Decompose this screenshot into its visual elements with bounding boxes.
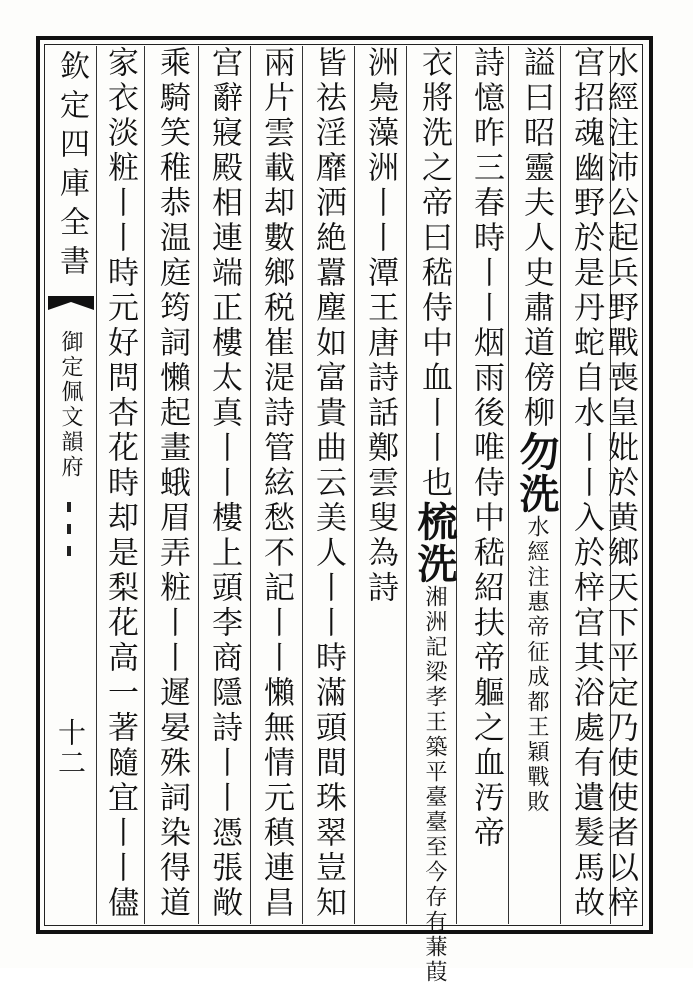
text-column: 兩片雲載却數鄉税崔湜詩管絃愁不記丨丨懶無情元稹連昌	[258, 46, 294, 921]
text-column: 宫招魂幽野於是丹蛇自水丨丨入於梓宫其浴處有遺髮馬故	[568, 46, 604, 921]
entry-heading: 梳洗	[411, 501, 458, 585]
text-column: 謚曰昭靈夫人史肅道傍柳勿洗水經注惠帝征成都王穎戰敗	[513, 46, 560, 815]
text-column: 皆祛淫靡洒絶囂塵如富貴曲云美人丨丨時滿頭間珠翠豈知	[310, 46, 346, 921]
column-rule	[354, 46, 355, 924]
folio-number: 十二	[54, 718, 87, 778]
entry-heading: 勿洗	[513, 431, 560, 515]
book-title: 御定佩文韻府	[58, 330, 83, 480]
text-column: 乘騎笑稚恭温庭筠詞懶起畫蛾眉弄粧丨丨遲晏殊詞染得道	[154, 46, 190, 921]
text-column: 水經注沛公起兵野戰喪皇妣於黄鄉天下平定乃使使者以梓	[602, 46, 638, 921]
text-column: 詩憶昨三春時丨丨烟雨後唯侍中嵇紹扶帝軀之血汚帝	[468, 46, 504, 851]
text-column: 宫辭寢殿相連端正樓太真丨丨樓上頭李商隱詩丨丨憑張敞	[206, 46, 242, 921]
text-column: 家衣淡粧丨丨時元好問杏花時却是梨花高一著隨宜丨丨儘	[102, 46, 138, 921]
column-rule	[406, 46, 407, 924]
column-rule	[508, 46, 509, 924]
text-column: 衣將洗之帝曰嵇侍中血丨丨也梳洗湘洲記梁孝王築平臺臺至今存有蒹葭	[411, 46, 458, 985]
text-column: 洲鳧藻洲丨丨潭王唐詩話鄭雲叟為詩	[362, 46, 398, 606]
column-rule	[96, 46, 97, 924]
fishtail-mark	[48, 296, 94, 320]
column-rule	[144, 46, 145, 924]
column-rule	[302, 46, 303, 924]
column-rule	[198, 46, 199, 924]
library-title: 欽定四庫全書	[54, 50, 89, 284]
margin-dashes	[64, 500, 74, 560]
column-rule	[560, 46, 561, 924]
column-rule	[250, 46, 251, 924]
column-rule	[456, 46, 457, 924]
